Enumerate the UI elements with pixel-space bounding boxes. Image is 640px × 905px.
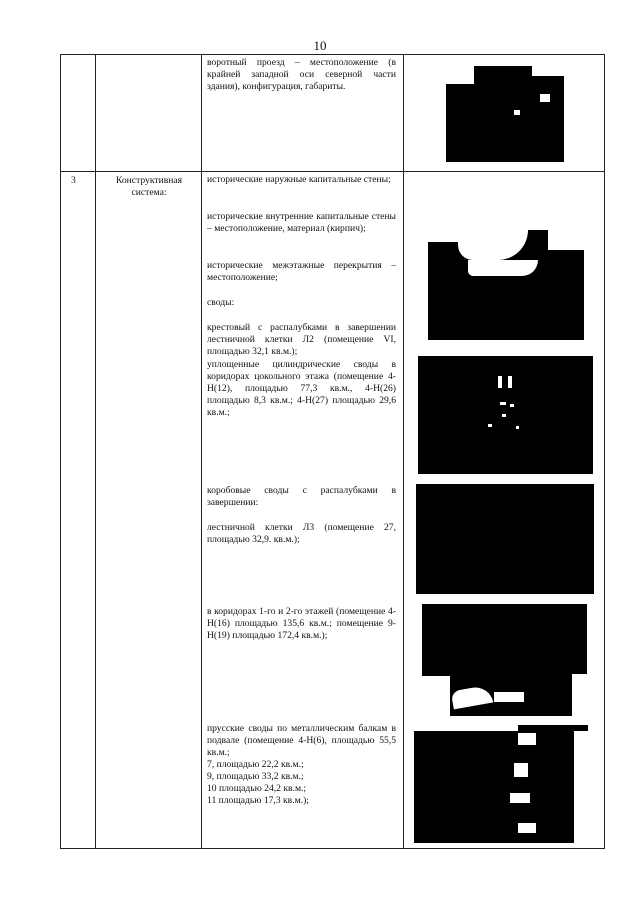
photo-cross-vault [428, 230, 584, 340]
item-corridors: в коридорах 1-го и 2-го этажей (помещение 4-Н(16) площадью 135,6 кв.м.; помещение 9-Н(19) площадью 172,4 кв.м.); [207, 606, 396, 641]
column-divider [604, 54, 605, 849]
table-bottom-rule [60, 848, 605, 849]
item-exterior-walls: исторические наружные капитальные стены; [207, 174, 391, 185]
photo-stair-l3-vault [416, 484, 594, 594]
column-divider [201, 54, 202, 849]
prussian-room-10: 10 площадью 24,2 кв.м.; [207, 783, 307, 794]
item-prussian-vaults [207, 723, 396, 807]
item-cross-vault: крестовый с распалубками в завершении лестничной клетки Л2 (помещение VI, площадью 32,1 кв.м.); [207, 322, 396, 357]
prussian-vaults-text: прусские своды по металлическим балкам в подвале (помещение 4-Н(6), площадью 55,5 кв.м.; [207, 723, 396, 758]
item-vaults: своды: [207, 297, 235, 308]
column-divider [95, 54, 96, 849]
row-prev-text: воротный проезд – местоположение (в крайней западной оси северной части здания), конфигурация, габариты. [207, 57, 396, 92]
prussian-room-7: 7, площадью 22,2 кв.м.; [207, 759, 304, 770]
photo-gateway-passage [446, 56, 564, 162]
table-top-rule [60, 54, 605, 55]
photo-corridor-vaults [422, 604, 587, 716]
photo-cylindrical-vault-corridor [418, 356, 593, 474]
item-cylindrical-vaults: уплощенные цилиндрические своды в коридорах цокольного этажа (помещение 4-Н(12), площадью 77,3 кв.м., 4-Н(26) площадью 8,3 кв.м.; 4-Н(27) площадью 29,6 кв.м.; [207, 359, 396, 418]
item-floors: исторические межэтажные перекрытия – местоположение; [207, 260, 396, 283]
page-number: 10 [313, 38, 327, 53]
prussian-room-9: 9, площадью 33,2 кв.м.; [207, 771, 304, 782]
row-title: Конструктивная система: [115, 175, 183, 198]
photo-prussian-vaults [414, 725, 588, 843]
column-divider [403, 54, 404, 849]
item-interior-walls: исторические внутренние капитальные стены – местоположение, материал (кирпич); [207, 211, 396, 234]
row-number: 3 [71, 175, 76, 186]
item-box-vaults: коробовые своды с распалубками в завершении: [207, 485, 396, 508]
prussian-room-11: 11 площадью 17,3 кв.м.); [207, 795, 309, 806]
item-stair-l3: лестничной клетки Л3 (помещение 27, площадью 32,9. кв.м.); [207, 522, 396, 545]
row-divider [60, 171, 605, 172]
column-divider [60, 54, 61, 849]
